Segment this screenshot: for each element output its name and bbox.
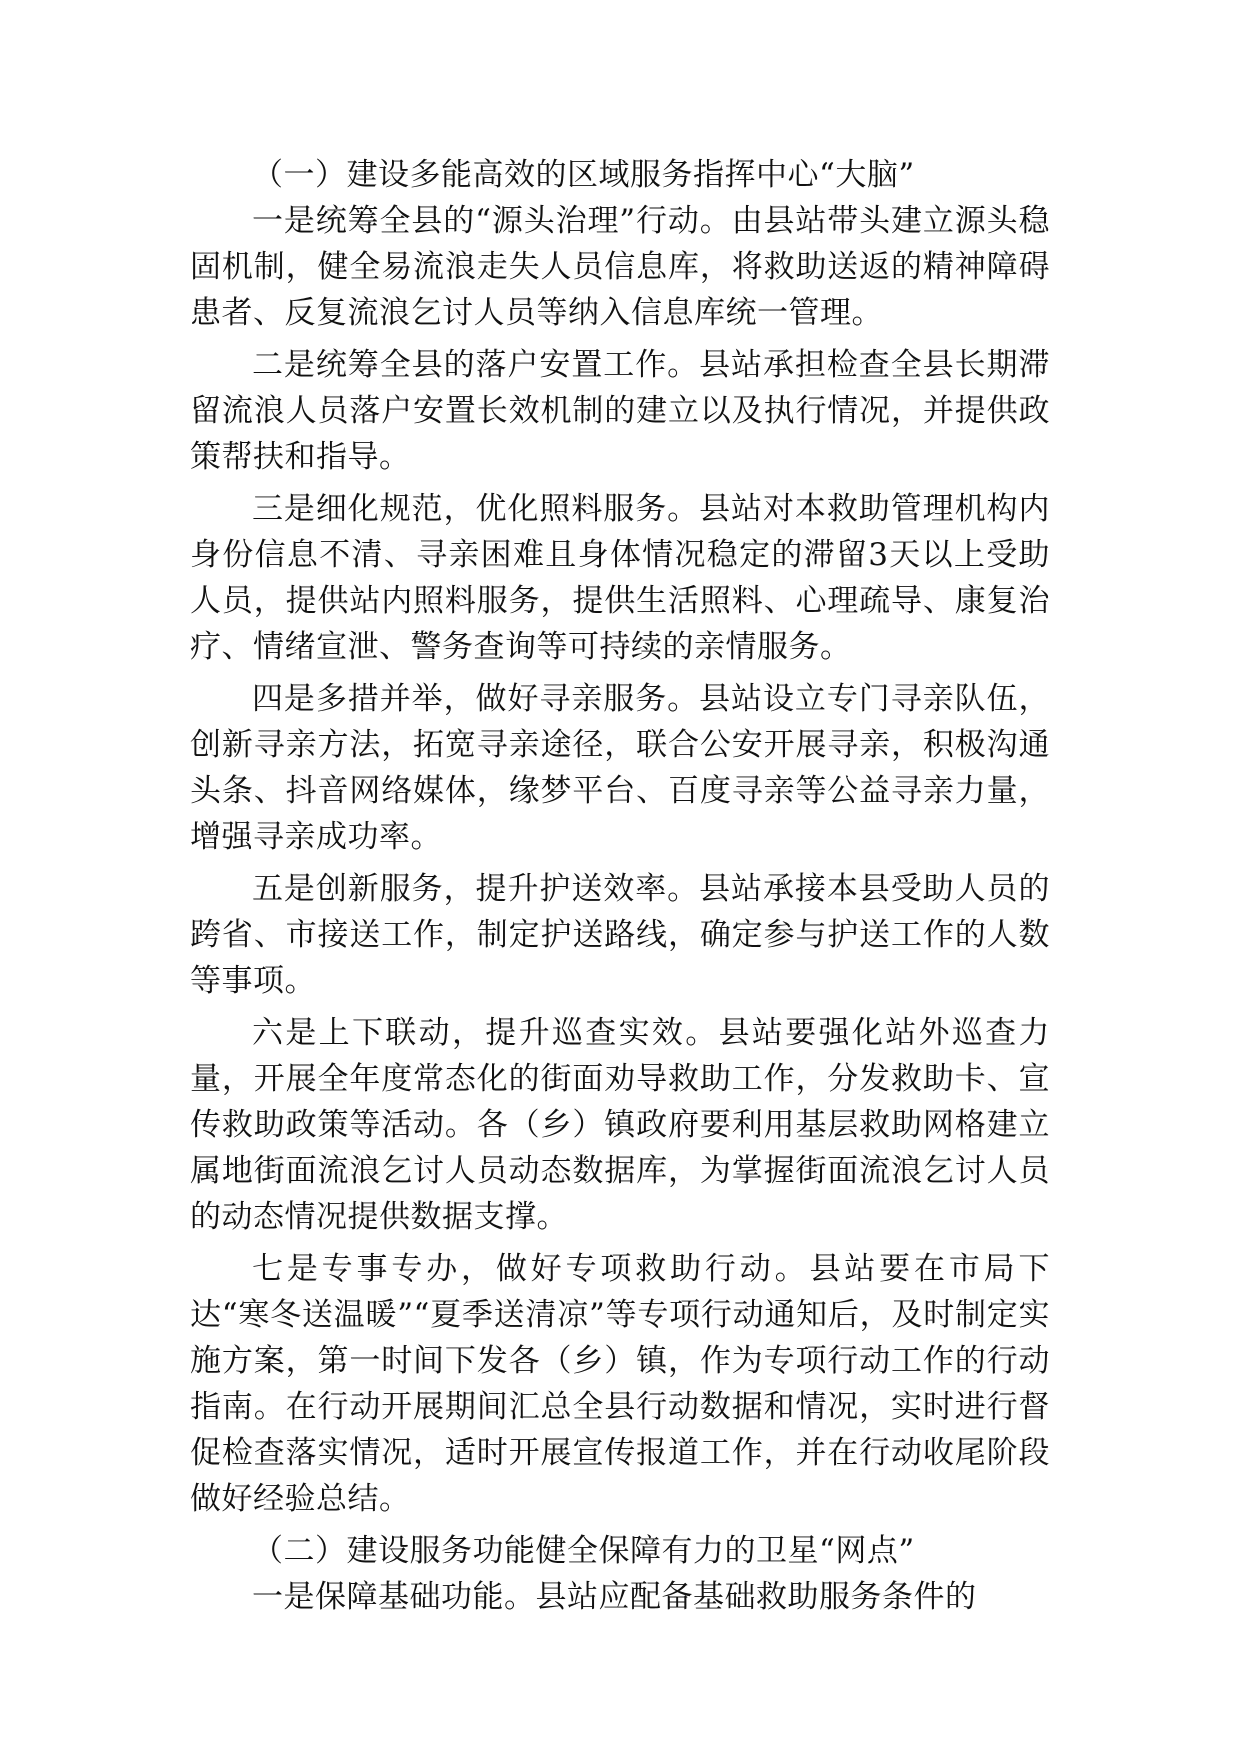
paragraph-care-service: 三是细化规范，优化照料服务。县站对本救助管理机构内身份信息不清、寻亲困难且身体情况稳定的滞留3天以上受助人员，提供站内照料服务，提供生活照料、心理疏导、康复治疗、情绪宣泄、警务查询等可持续的亲情服务。 (190, 491, 1050, 665)
document-page (190, 152, 1050, 1620)
paragraph-settlement: 二是统筹全县的落户安置工作。县站承担检查全县长期滞留流浪人员落户安置长效机制的建立以及执行情况，并提供政策帮扶和指导。 (190, 347, 1050, 475)
paragraph-special-actions: 七是专事专办，做好专项救助行动。县站要在市局下达“寒冬送温暖”“夏季送清凉”等专项行动通知后，及时制定实施方案，第一时间下发各（乡）镇，作为专项行动工作的行动指南。在行动开展期间汇总全县行动数据和情况，实时进行督促检查落实情况，适时开展宣传报道工作，并在行动收尾阶段做好经验总结。 (190, 1251, 1050, 1517)
paragraph-patrol: 六是上下联动，提升巡查实效。县站要强化站外巡查力量，开展全年度常态化的街面劝导救助工作，分发救助卡、宣传救助政策等活动。各（乡）镇政府要利用基层救助网格建立属地街面流浪乞讨人员动态数据库，为掌握街面流浪乞讨人员的动态情况提供数据支撑。 (190, 1015, 1050, 1235)
paragraph-family-search: 四是多措并举，做好寻亲服务。县站设立专门寻亲队伍，创新寻亲方法，拓宽寻亲途径，联合公安开展寻亲，积极沟通头条、抖音网络媒体，缘梦平台、百度寻亲等公益寻亲力量，增强寻亲成功率。 (190, 681, 1050, 855)
paragraph-basic-functions: 一是保障基础功能。县站应配备基础救助服务条件的 (252, 1579, 977, 1615)
paragraph-source-governance: 一是统筹全县的“源头治理”行动。由县站带头建立源头稳固机制，健全易流浪走失人员信息库，将救助送返的精神障碍患者、反复流浪乞讨人员等纳入信息库统一管理。 (190, 203, 1050, 331)
section-heading-1: （一）建设多能高效的区域服务指挥中心“大脑” (252, 157, 915, 193)
paragraph-escort: 五是创新服务，提升护送效率。县站承接本县受助人员的跨省、市接送工作，制定护送路线，确定参与护送工作的人数等事项。 (190, 871, 1050, 999)
section-heading-2: （二）建设服务功能健全保障有力的卫星“网点” (252, 1533, 915, 1569)
